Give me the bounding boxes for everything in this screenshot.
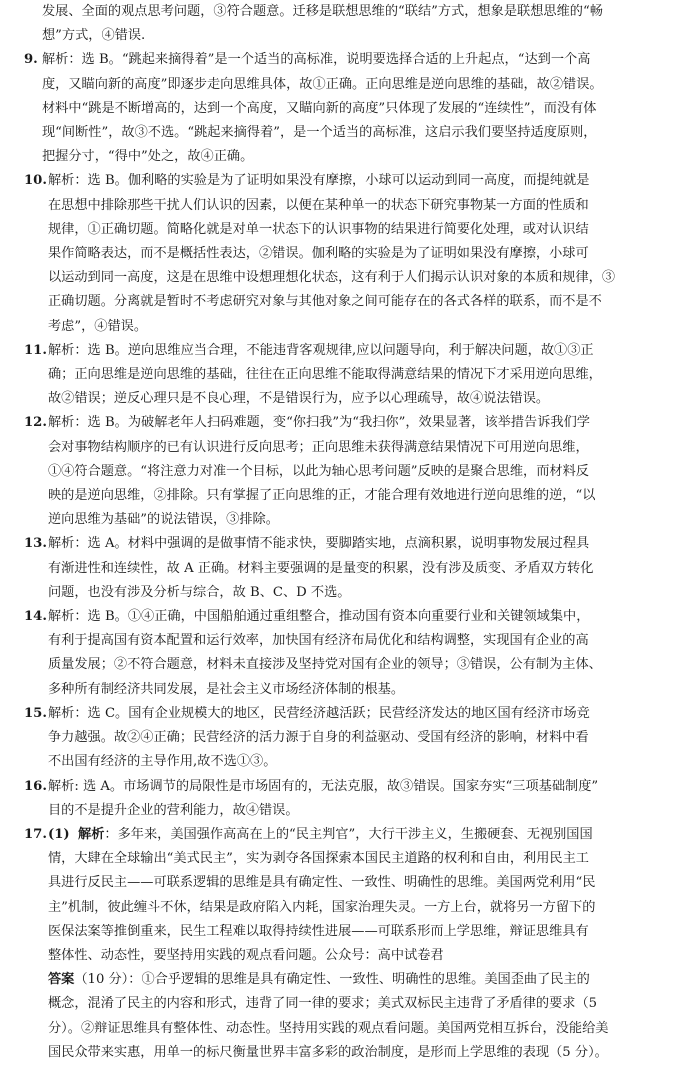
text-line: 解析：选 A。材料中强调的是做事情不能求快，要脚踏实地，点滴积累，说明事物发展过程具 xyxy=(48,536,590,552)
text-line: 正确切题。分离就是暂时不考虑研究对象与其他对象之间可能存在的各式各样的联系，而不是不 xyxy=(48,294,602,310)
text-line: 确；正向思维是逆向思维的基础，往往在正向思维不能取得满意结果的情况下才采用逆向思维， xyxy=(48,367,602,383)
sub-question-label: (1) xyxy=(48,826,70,842)
answer-item-11 xyxy=(24,339,662,412)
text-line: 把握分寸，“得中”处之，故④正确。 xyxy=(42,149,254,165)
text-line: 解析：选 B。①④正确，中国船舶通过重组整合，推动国有资本向重要行业和关键领域集中， xyxy=(48,609,590,625)
text-line: 解析：选 B。为破解老年人扫码难题，变“你扫我”为“我扫你”，效果显著，该举措告诉我们学 xyxy=(48,415,590,431)
text-line: 争力越强。故②④正确；民营经济的活力源于自身的利益驱动、受国有经济的影响，材料中看 xyxy=(48,730,589,746)
answer-item-10 xyxy=(24,169,662,338)
item-number: 10. xyxy=(24,173,47,189)
text-line: 情，大肆在全球输出“美式民主”，实为剥夺各国探索本国民主道路的权利和自由，利用民主工 xyxy=(48,851,589,867)
text-line: 规律，①正确切题。简略化就是对单一状态下的认识事物的结果进行简要化处理，或对认识结 xyxy=(48,221,589,237)
text-line: 逆向思维为基础”的说法错误，③排除。 xyxy=(48,512,279,528)
answer-item-9 xyxy=(24,48,662,169)
text-line: 目的不是提升企业的营利能力，故④错误。 xyxy=(48,802,299,818)
text-line: 果作简略表达，而不是概括性表达，②错误。伽利略的实验是为了证明如果没有摩擦，小球可 xyxy=(48,246,589,262)
text-line: 解析：选 B。逆向思维应当合理，不能违背客观规律,应以问题导向，利于解决问题，故①③正 xyxy=(48,342,594,358)
text-line: 问题，也没有涉及分析与综合，故 B、C、D 不选。 xyxy=(48,584,351,600)
text-line: 有利于提高国有资本配置和运行效率，加快国有经济布局优化和结构调整，实现国有企业的高 xyxy=(48,633,589,649)
text-line: 多种所有制经济共同发展，是社会主义市场经济体制的根基。 xyxy=(48,681,405,697)
text-line: 度，又瞄向新的高度”即逐步走向思维具体，故①正确。正向思维是逆向思维的基础，故②错误。 xyxy=(42,76,603,92)
text-line: 想”方式，④错误. xyxy=(42,28,146,44)
text-line: 解析: 选 A。市场调节的局限性是市场固有的，无法克服，故③错误。国家夯实“三项基础制度” xyxy=(48,778,599,794)
text-line: 映的是逆向思维，②排除。只有掌握了正向思维的正，才能合理有效地进行逆向思维的逆，“以 xyxy=(48,488,596,504)
intro-paragraph xyxy=(24,0,662,48)
text-line: 考虑”，④错误。 xyxy=(48,318,148,334)
text-line: 解析：选 C。国有企业规模大的地区，民营经济越活跃；民营经济发达的地区国有经济市场竞 xyxy=(48,705,590,721)
answer-item-16 xyxy=(24,775,662,823)
text-line: 发展、全面的观点思考问题，③符合题意。迁移是联想思维的“联结”方式，想象是联想思维的“畅 xyxy=(42,4,603,19)
text-line: 具进行反民主——可联系逻辑的思维是具有确定性、一致性、明确性的思维。美国两党利用“民 xyxy=(48,875,596,891)
item-number: 14. xyxy=(24,609,47,625)
answer-item-12 xyxy=(24,411,662,532)
text-line: 以运动到同一高度，这是在思维中设想理想化状态，这有利于人们揭示认识对象的本质和规律，③ xyxy=(48,270,616,286)
item-number: 9. xyxy=(24,52,38,68)
text-line: 材料中“跳是不断增高的，达到一个高度，又瞄向新的高度”只体现了发展的“连续性”，而没有体 xyxy=(42,100,597,116)
text-line: 在思想中排除那些干扰人们认识的因素，以便在某种单一的状态下研究事物某一方面的性质和 xyxy=(48,197,589,213)
item-number: 13. xyxy=(24,536,47,552)
text-line: 故②错误；逆反心理只是不良心理，不是错误行为，应予以心理疏导，故④说法错误。 xyxy=(48,391,550,407)
text-line: 国民众带来实惠，用单一的标尺衡量世界丰富多彩的政治制度，是形而上学思维的表现（5 分）。 xyxy=(48,1044,608,1060)
text-line: 分）。②辩证思维具有整体性、动态性。坚持用实践的观点看问题。美国两党相互拆台，没能给美 xyxy=(48,1020,609,1036)
item-number: 12. xyxy=(24,415,47,431)
item-number: 15. xyxy=(24,705,47,721)
text-line: （10 分）：①合乎逻辑的思维是具有确定性、一致性、明确性的思维。美国歪曲了民主的 xyxy=(74,972,590,988)
answer-item-13 xyxy=(24,532,662,605)
analysis-label: 解析 xyxy=(78,826,105,842)
text-line: 质量发展；②不符合题意，材料未直接涉及坚持党对国有企业的领导；③错误，公有制为主体、 xyxy=(48,657,602,673)
item-number: 16. xyxy=(24,778,47,794)
text-line: 会对事物结构顺序的已有认识进行反向思考；正向思维未获得满意结果情况下可用逆向思维， xyxy=(48,439,589,455)
item-number: 17. xyxy=(24,826,47,842)
item-number: 11. xyxy=(24,342,47,358)
text-line: ①④符合题意。“将注意力对准一个目标，以此为轴心思考问题”反映的是聚合思维，而材料反 xyxy=(48,463,589,479)
text-line: 概念，混淆了民主的内容和形式，违背了同一律的要求；美式双标民主违背了矛盾律的要求（5 xyxy=(48,996,598,1012)
text-line: 主”机制，彼此缠斗不休，结果是政府陷入内耗，国家治理失灵。一方上台，就将另一方留下的 xyxy=(48,899,596,915)
text-line: 解析：选 B。伽利略的实验是为了证明如果没有摩擦，小球可以运动到同一高度，而提纯就是 xyxy=(48,173,590,189)
text-line: 整体性、动态性，要坚持用实践的观点看问题。公众号：高中试卷君 xyxy=(48,947,444,963)
text-line: 不出国有经济的主导作用,故不选①③。 xyxy=(48,754,277,770)
answer-label: 答案 xyxy=(48,972,75,988)
text-line: 现“间断性”，故③不选。“跳起来摘得着”，是一个适当的高标准，这启示我们要坚持适度原则， xyxy=(42,125,597,141)
text-line: 有渐进性和连续性，故 A 正确。材料主要强调的是量变的积累，没有涉及质变、矛盾双方转化 xyxy=(48,560,594,576)
answer-item-14 xyxy=(24,605,662,702)
answer-item-15 xyxy=(24,702,662,775)
text-line: ：多年来，美国强作高高在上的“民主判官”，大行干涉主义，生搬硬套、无视别国国 xyxy=(104,826,593,842)
text-line: 医保法案等推倒重来，民生工程难以取得持续性进展——可联系形而上学思维，辩证思维具有 xyxy=(48,923,589,939)
text-line: 解析：选 B。“跳起来摘得着”是一个适当的高标准，说明要选择合适的上升起点，“达到一个高 xyxy=(42,52,591,68)
answer-item-17 xyxy=(24,823,662,1065)
